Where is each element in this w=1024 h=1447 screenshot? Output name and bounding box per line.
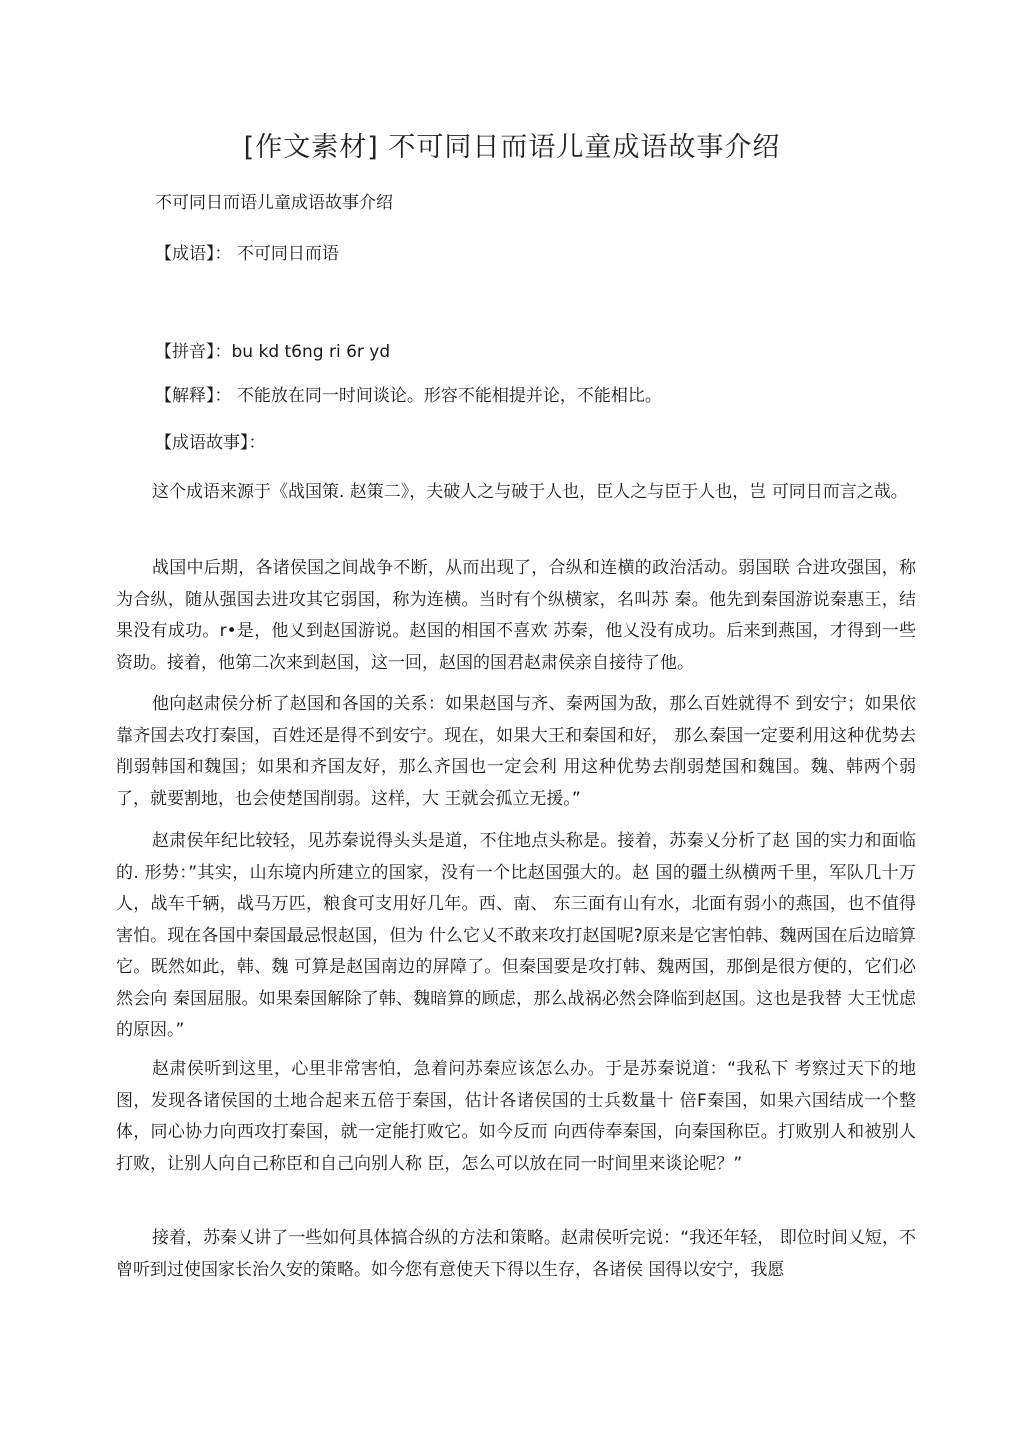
story-paragraph-1: 这个成语来源于《战国策. 赵策二》，夫破人之与破于人也，臣人之与臣于人也，岂 可同日而言之哉。 — [152, 482, 908, 502]
story-heading: 【成语故事】： — [155, 433, 266, 453]
story-paragraph-2: 战国中后期，各诸侯国之间战争不断，从而出现了，合纵和连横的政治活动。弱国联 合进攻强国，称为合纵，随从强国去进攻其它弱国，称为连横。当时有个纵横家，名叫苏 秦。他先到秦国游说秦惠王，结果没有成功。r•是，他乂到赵国游说。赵国的相国不喜欢 苏秦，他乂没有成功。后来到燕国，才得到一些资助。接着，他第二次来到赵国，这一回，赵国的国君赵肃侯亲自接待了他。 — [116, 558, 916, 673]
story-paragraph-6: 接着，苏秦乂讲了一些如何具体搞合纵的方法和策略。赵肃侯听完说：“我还年轻， 即位时间乂短，不曾听到过使国家长治久安的策略。如今您有意使天下得以生存，各诸侯 国得以安宁，我愿 — [116, 1228, 916, 1280]
story-paragraph-3: 他向赵肃侯分析了赵国和各国的关系：如果赵国与齐、秦两国为敌，那么百姓就得不 到安宁；如果依靠齐国去攻打秦国，百姓还是得不到安宁。现在，如果大王和秦国和好， 那么秦国一定要利用这种优势去削弱韩国和魏国；如果和齐国友好，那么齐国也一定会利 用这种优势去削弱楚国和魏国。魏、韩两个弱了，就要割地，也会使楚国削弱。这样，大 王就会孤立无援。” — [116, 694, 916, 809]
story-paragraph-5: 赵肃侯听到这里，心里非常害怕，急着问苏秦应该怎么办。于是苏秦说道：“我私下 考察过天下的地图，发现各诸侯国的土地合起来五倍于秦国，估计各诸侯国的士兵数量十 倍F秦国，如果六国结成一个整体，同心协力向西攻打秦国，就一定能打败它。如今反而 向西侍奉秦国，向秦国称臣。打败别人和被别人打败，让别人向自己称臣和自己向别人称 臣，怎么可以放在同一时间里来谈论呢？” — [116, 1059, 916, 1174]
pinyin-line: 【拼音】：bu kd t6ng ri 6r yd — [155, 342, 391, 362]
explanation-line: 【解释】： 不能放在同一时间谈论。形容不能相提并论，不能相比。 — [155, 386, 662, 406]
document-title: [作文素材] 不可同日而语儿童成语故事介绍 — [243, 132, 781, 163]
idiom-line: 【成语】： 不可同日而语 — [155, 244, 339, 264]
document-subtitle: 不可同日而语儿童成语故事介绍 — [155, 193, 393, 213]
story-paragraph-4: 赵肃侯年纪比较轻，见苏秦说得头头是道，不住地点头称是。接着，苏秦乂分析了赵 国的实力和面临的. 形势：”其实，山东境内所建立的国家，没有一个比赵国强大的。赵 国的疆土纵横两千里，军队几十万人，战车千辆，战马万匹，粮食可支用好几年。西、南、 东三面有山有水，北面有弱小的燕国，也不值得害怕。现在各国中秦国最忌恨赵国，但为 什么它乂不敢来攻打赵国呢?原来是它害怕韩、魏两国在后边暗算它。既然如此，韩、魏 可算是赵国南边的屏障了。但秦国要是攻打韩、魏两国，那倒是很方便的，它们必然会向 秦国屈服。如果秦国解除了韩、魏暗算的顾虑，那么战祸必然会降临到赵国。这也是我替 大王忧虑的原因。” — [116, 831, 916, 1040]
